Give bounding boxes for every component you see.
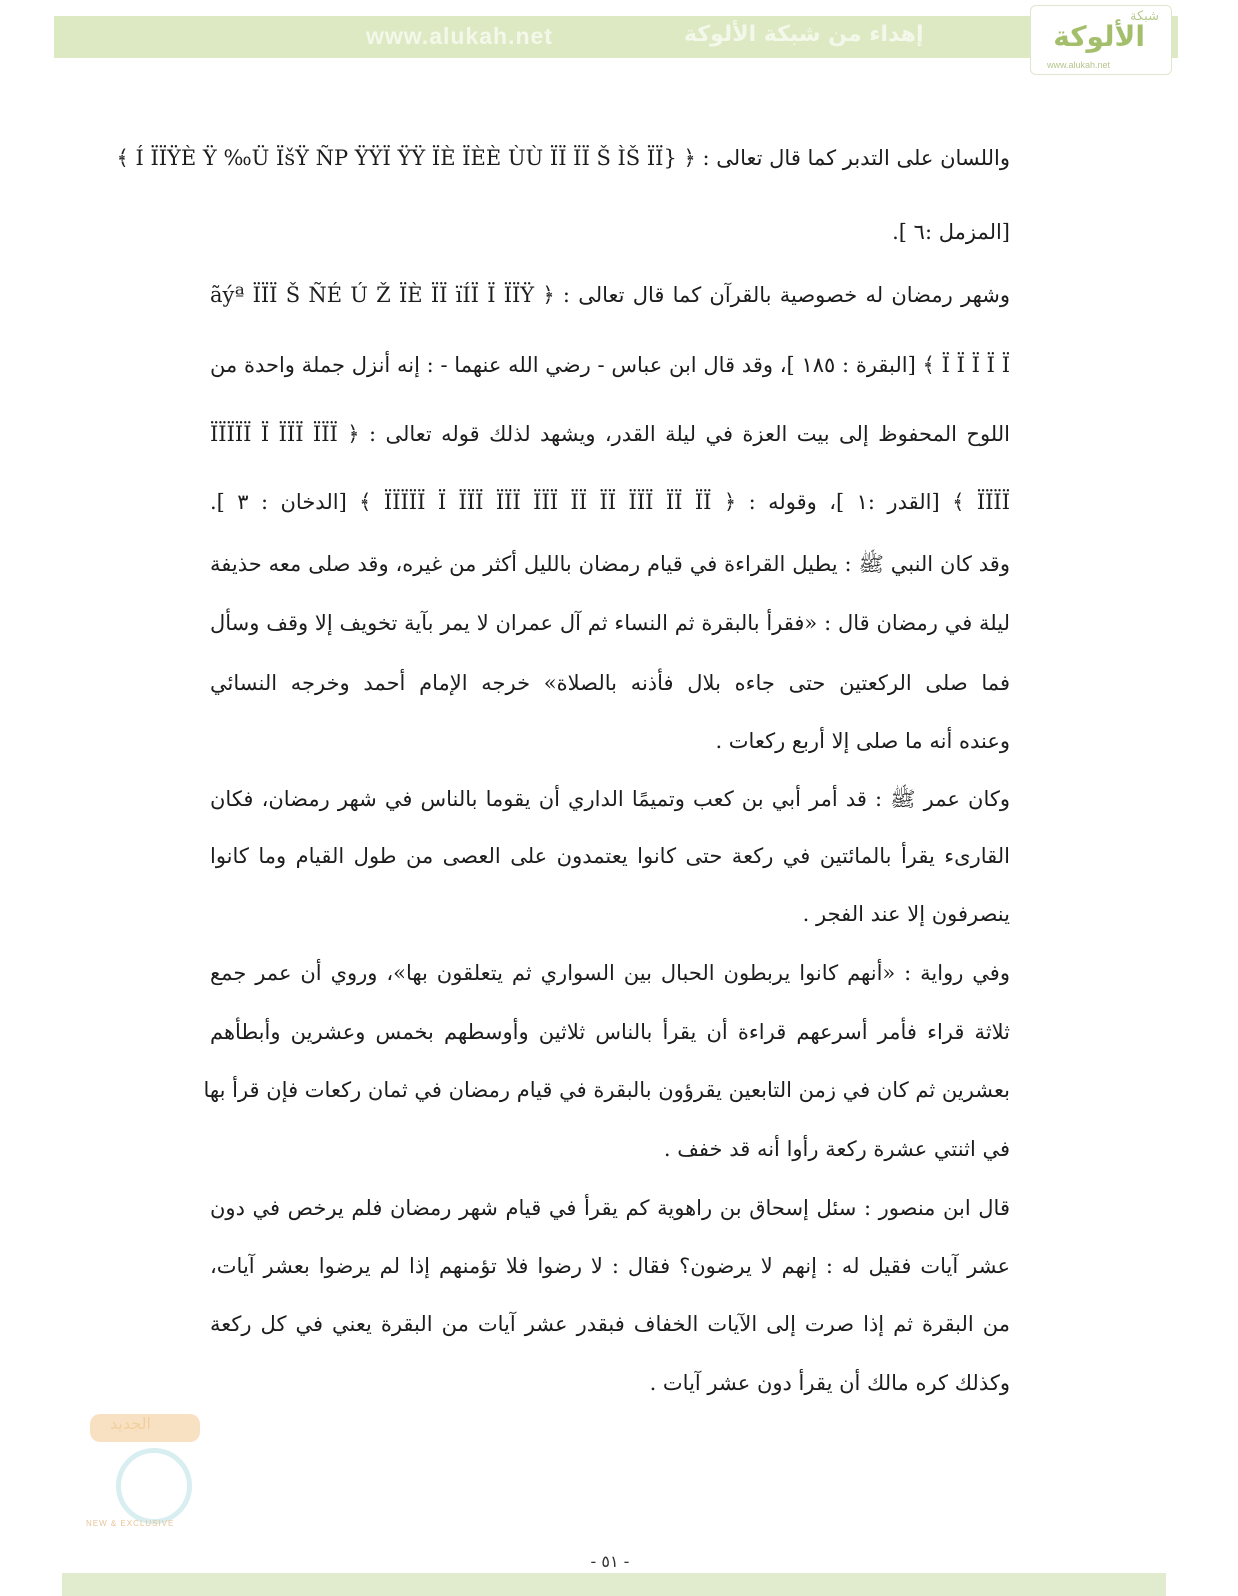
body-line: وكذلك كره مالك أن يقرأ دون عشر آيات .	[649, 1371, 1010, 1395]
body-line: ينصرفون إلا عند الفجر .	[802, 902, 1010, 926]
body-line: قال ابن منصور : سئل إسحاق بن راهوية كم يقرأ في قيام شهر رمضان فلم يرخص في دون	[210, 1196, 1010, 1220]
logo-main-text: الألوكة	[1053, 20, 1145, 53]
body-line: في اثنتي عشرة ركعة رأوا أنه قد خفف .	[663, 1137, 1010, 1161]
body-line: [المزمل :٦ ].	[892, 220, 1010, 244]
body-line: القارىء يقرأ بالمائتين في ركعة حتى كانوا يعتمدون على العصى من طول القيام وما كانوا	[210, 844, 1010, 868]
stamp-caption: NEW & EXCLUSIVE	[86, 1519, 175, 1528]
page-number: - ٥١ -	[590, 1552, 630, 1571]
body-line: ليلة في رمضان قال : «فقرأ بالبقرة ثم النساء ثم آل عمران لا يمر بآية تخويف إلا وقف وسأل	[210, 611, 1010, 635]
logo-url-text: www.alukah.net	[1047, 60, 1111, 70]
footer-bar	[62, 1573, 1166, 1596]
new-exclusive-stamp	[80, 1404, 216, 1530]
body-line: وقد كان النبي ﷺ : يطيل القراءة في قيام رمضان بالليل أكثر من غيره، وقد صلى معه حذيفة	[210, 552, 1010, 576]
body-line: ثلاثة قراء فأمر أسرعهم قراءة أن يقرأ بالناس ثلاثين وأوسطهم بخمس وعشرين وأبطأهم	[210, 1020, 1010, 1044]
body-line: اللوح المحفوظ إلى بيت العزة في ليلة القدر، ويشهد لذلك قوله تعالى : ﴿ ÏÏÏÏÏ Ï ÏÏÏ ÏÏÏ	[210, 422, 1010, 446]
body-line: وعنده أنه ما صلى إلا أربع ركعات .	[715, 729, 1010, 753]
body-line: فما صلى الركعتين حتى جاءه بلال فأذنه بالصلاة» خرجه الإمام أحمد وخرجه النسائي	[210, 671, 1010, 695]
body-line: وفي رواية : «أنهم كانوا يربطون الحبال بين السواري ثم يتعلقون بها»، وروي أن عمر جمع	[210, 961, 1010, 985]
body-line: وكان عمر ﷺ : قد أمر أبي بن كعب وتميمًا الداري أن يقوما بالناس في شهر رمضان، فكان	[210, 787, 1010, 811]
body-line: بعشرين ثم كان في زمن التابعين يقرؤون بالبقرة في قيام رمضان في ثمان ركعات فإن قرأ بها	[203, 1078, 1010, 1102]
header-url[interactable]: www.alukah.net	[366, 23, 553, 49]
body-line: عشر آيات فقيل له : إنهم لا يرضون؟ فقال : لا رضوا فلا تؤمنهم إذا لم يرضوا بعشر آيات،	[210, 1254, 1010, 1278]
body-line: وشهر رمضان له خصوصية بالقرآن كما قال تعالى : ﴿ ãýª ÏÏÏ Š ÑÉ Ú Ž ÏÈ ÏÏ ïÍÏ Ï ÏÏŸ	[210, 283, 1010, 307]
body-line: ÏÏÏÏ ﴾ [القدر :١ ]، وقوله : ﴿ ÏÏÏÏÏ Ï ÏÏÏ ÏÏÏ ÏÏÏ ÏÏ ÏÏ ÏÏÏ ÏÏ ÏÏ ﴾ [الدخان : ٣ ].	[210, 490, 1010, 514]
stamp-circle-icon	[116, 1448, 192, 1524]
header-banner	[54, 16, 1178, 58]
body-line: واللسان على التدبر كما قال تعالى : ﴿ {Í ÏÏŸÈ Ÿ ‰Ü ÏšŸ ÑP ŸŸÏ ŸŸ ÏÈ ÏÈÈ ÙÙ ÏÏ ÏÏ Š ÌŠ ÏÏ ﴾	[116, 146, 1010, 170]
body-line: من البقرة ثم إذا صرت إلى الآيات الخفاف فبقدر عشر آيات من البقرة يعني في كل ركعة	[210, 1312, 1010, 1336]
header-title: إهداء من شبكة الألوكة	[684, 22, 924, 47]
stamp-word: الجديد	[110, 1414, 151, 1433]
alukah-logo[interactable]	[1030, 5, 1172, 75]
logo-top-text: شبكة	[1130, 9, 1159, 24]
body-line: Ï Ï Ï Ï Ï ﴾ [البقرة : ١٨٥ ]، وقد قال ابن عباس - رضي الله عنهما - : إنه أنزل جملة واحدة من	[210, 353, 1011, 377]
